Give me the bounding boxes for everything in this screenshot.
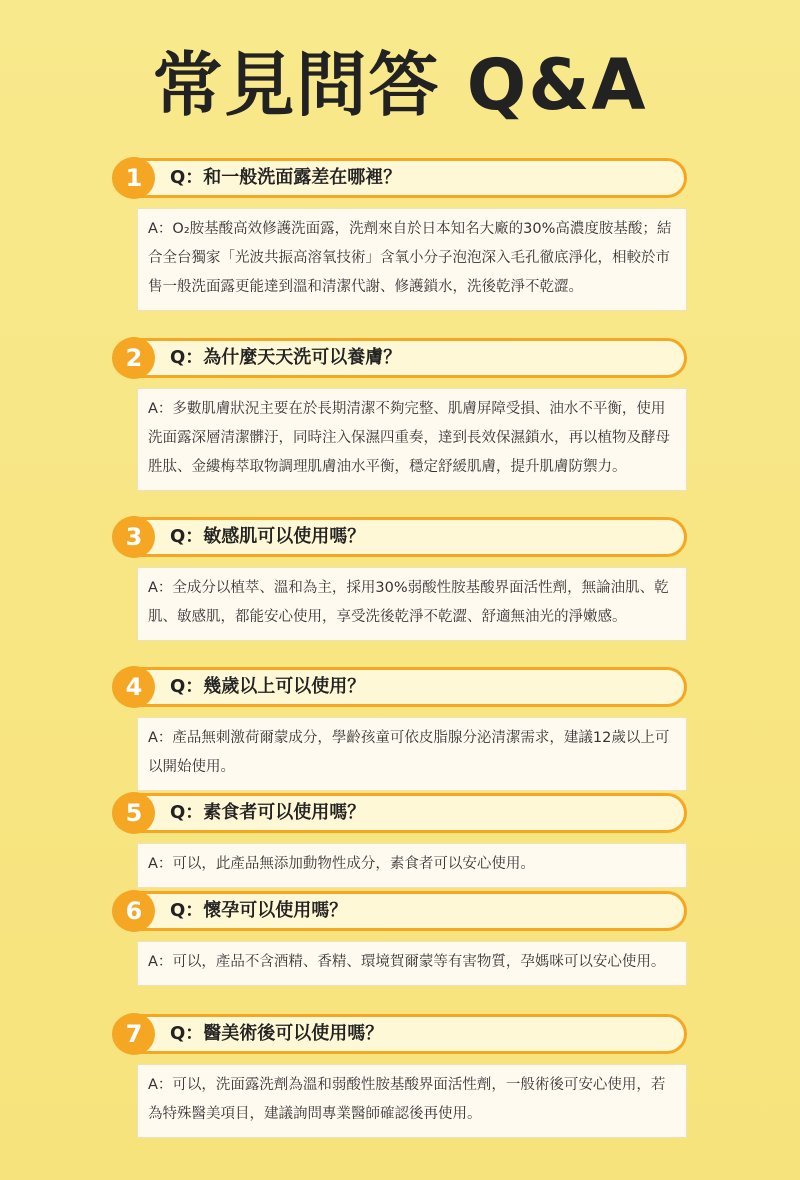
answer-text: A：可以，此產品無添加動物性成分，素食者可以安心使用。 <box>137 843 687 888</box>
question-number-badge: 7 <box>113 1013 155 1055</box>
question-text: Q：懷孕可以使用嗎？ <box>170 900 348 921</box>
qa-item-7 <box>112 1014 687 1138</box>
question-bar <box>112 338 687 378</box>
question-number-badge: 2 <box>113 337 155 379</box>
question-bar <box>112 517 687 557</box>
qa-item-2 <box>112 338 687 491</box>
qa-item-6 <box>112 891 687 986</box>
answer-text: A：可以，洗面露洗劑為溫和弱酸性胺基酸界面活性劑，一般術後可安心使用，若為特殊醫美項目，建議詢問專業醫師確認後再使用。 <box>137 1064 687 1138</box>
question-text: Q：醫美術後可以使用嗎？ <box>170 1023 384 1044</box>
qa-item-4 <box>112 667 687 791</box>
qa-item-1 <box>112 158 687 311</box>
question-bar <box>112 667 687 707</box>
question-bar <box>112 793 687 833</box>
question-text: Q：和一般洗面露差在哪裡？ <box>170 167 402 188</box>
question-number-badge: 3 <box>113 516 155 558</box>
answer-text: A：O₂胺基酸高效修護洗面露，洗劑來自於日本知名大廠的30%高濃度胺基酸；結合全台獨家「光波共振高溶氧技術」含氧小分子泡泡深入毛孔徹底淨化，相較於市售一般洗面露更能達到溫和清潔代謝、修護鎖水，洗後乾淨不乾澀。 <box>137 208 687 311</box>
question-number-badge: 6 <box>113 890 155 932</box>
qa-item-5 <box>112 793 687 888</box>
answer-text: A：產品無刺激荷爾蒙成分，學齡孩童可依皮脂腺分泌清潔需求，建議12歲以上可以開始使用。 <box>137 717 687 791</box>
question-number-badge: 5 <box>113 792 155 834</box>
question-text: Q：敏感肌可以使用嗎？ <box>170 526 366 547</box>
answer-text: A：多數肌膚狀況主要在於長期清潔不夠完整、肌膚屏障受損、油水不平衡，使用洗面露深層清潔髒汙，同時注入保濕四重奏，達到長效保濕鎖水，再以植物及酵母胜肽、金縷梅萃取物調理肌膚油水平衡，穩定舒緩肌膚，提升肌膚防禦力。 <box>137 388 687 491</box>
question-text: Q：幾歲以上可以使用？ <box>170 676 366 697</box>
answer-text: A：可以，產品不含酒精、香精、環境賀爾蒙等有害物質，孕媽咪可以安心使用。 <box>137 941 687 986</box>
question-text: Q：素食者可以使用嗎？ <box>170 802 366 823</box>
question-number-badge: 1 <box>113 157 155 199</box>
question-number-badge: 4 <box>113 666 155 708</box>
question-bar <box>112 891 687 931</box>
question-bar <box>112 158 687 198</box>
question-text: Q：為什麼天天洗可以養膚？ <box>170 347 402 368</box>
qa-item-3 <box>112 517 687 641</box>
page-title: 常見問答 Q&A <box>152 44 648 126</box>
question-bar <box>112 1014 687 1054</box>
answer-text: A：全成分以植萃、溫和為主，採用30%弱酸性胺基酸界面活性劑，無論油肌、乾肌、敏感肌，都能安心使用，享受洗後乾淨不乾澀、舒適無油光的淨嫩感。 <box>137 567 687 641</box>
